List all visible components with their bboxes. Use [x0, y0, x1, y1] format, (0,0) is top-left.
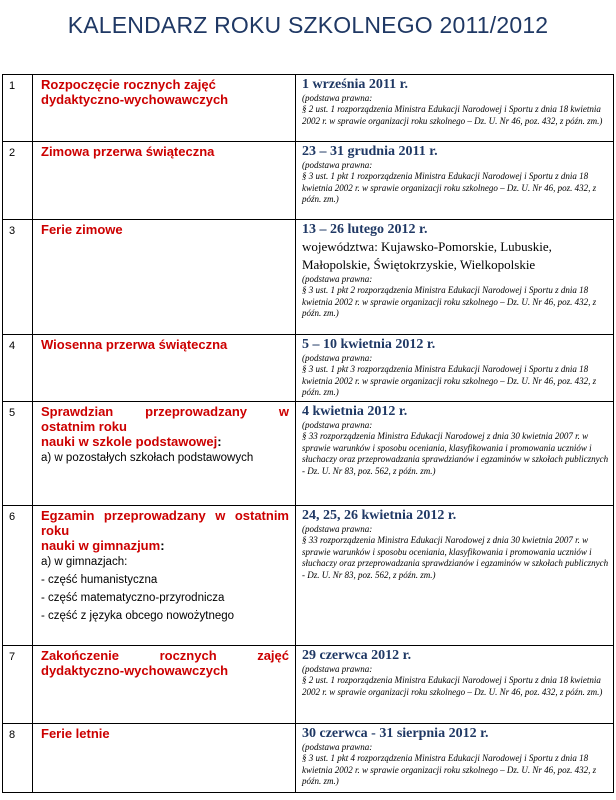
legal-basis-heading: (podstawa prawna:: [302, 742, 373, 752]
event-subitem: - część matematyczno-przyrodnicza: [41, 592, 225, 604]
event-date: 30 czerwca - 31 sierpnia 2012 r.: [302, 726, 489, 741]
row-number: 1: [3, 75, 33, 142]
event-date: 23 – 31 grudnia 2011 r.: [302, 144, 438, 159]
table-row: [3, 402, 614, 506]
row-number: 8: [3, 724, 33, 793]
row-number: 5: [3, 402, 33, 506]
table-row: [3, 724, 614, 793]
legal-basis: § 2 ust. 1 rozporządzenia Ministra Edukacji Narodowej i Sportu z dnia 18 kwietnia 2002 r. w sprawie organizacji roku szkolnego – Dz. U. Nr 46, poz. 432, z późn. zm.): [302, 104, 603, 126]
legal-basis: § 3 ust. 1 pkt 3 rozporządzenia Ministra Edukacji Narodowej i Sportu z dnia 18 kwietnia 2002 r. w sprawie organizacji roku szkolnego – Dz. U. Nr 46, poz. 432, z późn. zm.): [302, 364, 597, 397]
date-cell: [296, 75, 614, 142]
event-regions: województwa: Kujawsko-Pomorskie, Lubuskie, Małopolskie, Świętokrzyskie, Wielkopolskie: [302, 239, 552, 272]
date-cell: [296, 506, 614, 646]
event-cell: [33, 402, 296, 506]
row-number: 6: [3, 506, 33, 646]
event-title-colon: :: [217, 434, 222, 449]
event-title: Rozpoczęcie rocznych zajęć dydaktyczno-wychowawczych: [41, 77, 229, 107]
legal-basis-heading: (podstawa prawna:: [302, 664, 373, 674]
legal-basis: § 3 ust. 1 pkt 2 rozporządzenia Ministra Edukacji Narodowej i Sportu z dnia 18 kwietnia 2002 r. w sprawie organizacji roku szkolnego – Dz. U. Nr 46, poz. 432, z późn. zm.): [302, 285, 597, 318]
event-cell: [33, 335, 296, 402]
event-title: Zimowa przerwa świąteczna: [41, 144, 215, 159]
event-subitem: a) w pozostałych szkołach podstawowych: [41, 452, 254, 464]
event-subitem: - część z języka obcego nowożytnego: [41, 610, 235, 622]
event-cell: [33, 506, 296, 646]
event-date: 5 – 10 kwietnia 2012 r.: [302, 337, 436, 352]
legal-basis-heading: (podstawa prawna:: [302, 353, 373, 363]
table-row: [3, 75, 614, 142]
legal-basis-heading: (podstawa prawna:: [302, 274, 373, 284]
table-row: [3, 335, 614, 402]
event-title-line-1: Egzamin przeprowadzany w ostatnim roku: [41, 508, 289, 538]
event-title-line-1: Sprawdzian przeprowadzany w ostatnim roku: [41, 404, 289, 434]
date-cell: [296, 220, 614, 335]
event-title: Zakończenie rocznych zajęć dydaktyczno-wychowawczych: [41, 648, 289, 678]
legal-basis-heading: (podstawa prawna:: [302, 160, 373, 170]
legal-basis: § 3 ust. 1 pkt 4 rozporządzenia Ministra Edukacji Narodowej i Sportu z dnia 18 kwietnia 2002 r. w sprawie organizacji roku szkolnego – Dz. U. Nr 46, poz. 432, z późn. zm.): [302, 753, 597, 786]
page-title: KALENDARZ ROKU SZKOLNEGO 2011/2012: [67, 12, 549, 38]
table-row: [3, 142, 614, 220]
table-row: [3, 646, 614, 724]
event-cell: [33, 220, 296, 335]
event-date: 13 – 26 lutego 2012 r.: [302, 222, 428, 237]
event-date: 4 kwietnia 2012 r.: [302, 404, 408, 419]
event-title: Wiosenna przerwa świąteczna: [41, 337, 228, 352]
date-cell: [296, 402, 614, 506]
event-date: 1 września 2011 r.: [302, 77, 409, 92]
event-title-line-2: nauki w szkole podstawowej: [41, 434, 218, 449]
table-row: [3, 506, 614, 646]
event-title-line-2: nauki w gimnazjum: [41, 538, 161, 553]
event-date: 29 czerwca 2012 r.: [302, 648, 412, 663]
legal-basis: § 3 ust. 1 pkt 1 rozporządzenia Ministra Edukacji Narodowej i Sportu z dnia 18 kwietnia 2002 r. w sprawie organizacji roku szkolnego – Dz. U. Nr 46, poz. 432, z późn. zm.): [302, 171, 597, 204]
event-title: [41, 508, 289, 553]
row-number: 7: [3, 646, 33, 724]
row-number: 3: [3, 220, 33, 335]
event-title: Ferie letnie: [41, 726, 110, 741]
row-number: 2: [3, 142, 33, 220]
event-date: 24, 25, 26 kwietnia 2012 r.: [302, 508, 457, 523]
row-number: 4: [3, 335, 33, 402]
event-title: Ferie zimowe: [41, 222, 123, 237]
legal-basis: § 2 ust. 1 rozporządzenia Ministra Edukacji Narodowej i Sportu z dnia 18 kwietnia 2002 r. w sprawie organizacji roku szkolnego – Dz. U. Nr 46, poz. 432, z późn. zm.): [302, 675, 603, 697]
event-subitem: - część humanistyczna: [41, 574, 158, 586]
table-row: [3, 220, 614, 335]
legal-basis-heading: (podstawa prawna:: [302, 93, 373, 103]
event-cell: [33, 724, 296, 793]
event-title-colon: :: [160, 538, 165, 553]
legal-basis-heading: (podstawa prawna:: [302, 524, 373, 534]
legal-basis: § 33 rozporządzenia Ministra Edukacji Narodowej z dnia 30 kwietnia 2007 r. w sprawie warunków i sposobu oceniania, klasyfikowania i promowania uczniów i słuchaczy oraz przeprowadzania sprawdzianów i egzaminów w szkołach publicznych - Dz. U. Nr 83, poz. 562, z późn. zm.): [302, 431, 609, 476]
date-cell: [296, 142, 614, 220]
date-cell: [296, 335, 614, 402]
calendar-table: [2, 74, 614, 793]
date-cell: [296, 724, 614, 793]
date-cell: [296, 646, 614, 724]
legal-basis-heading: (podstawa prawna:: [302, 420, 373, 430]
event-subitem: a) w gimnazjach:: [41, 556, 128, 568]
event-title: [41, 404, 289, 449]
legal-basis: § 33 rozporządzenia Ministra Edukacji Narodowej z dnia 30 kwietnia 2007 r. w sprawie warunków i sposobu oceniania, klasyfikowania i promowania uczniów i słuchaczy oraz przeprowadzania sprawdzianów i egzaminów w szkołach publicznych - Dz. U. Nr 83, poz. 562, z późn. zm.): [302, 535, 609, 580]
event-cell: [33, 75, 296, 142]
event-cell: [33, 142, 296, 220]
event-cell: [33, 646, 296, 724]
